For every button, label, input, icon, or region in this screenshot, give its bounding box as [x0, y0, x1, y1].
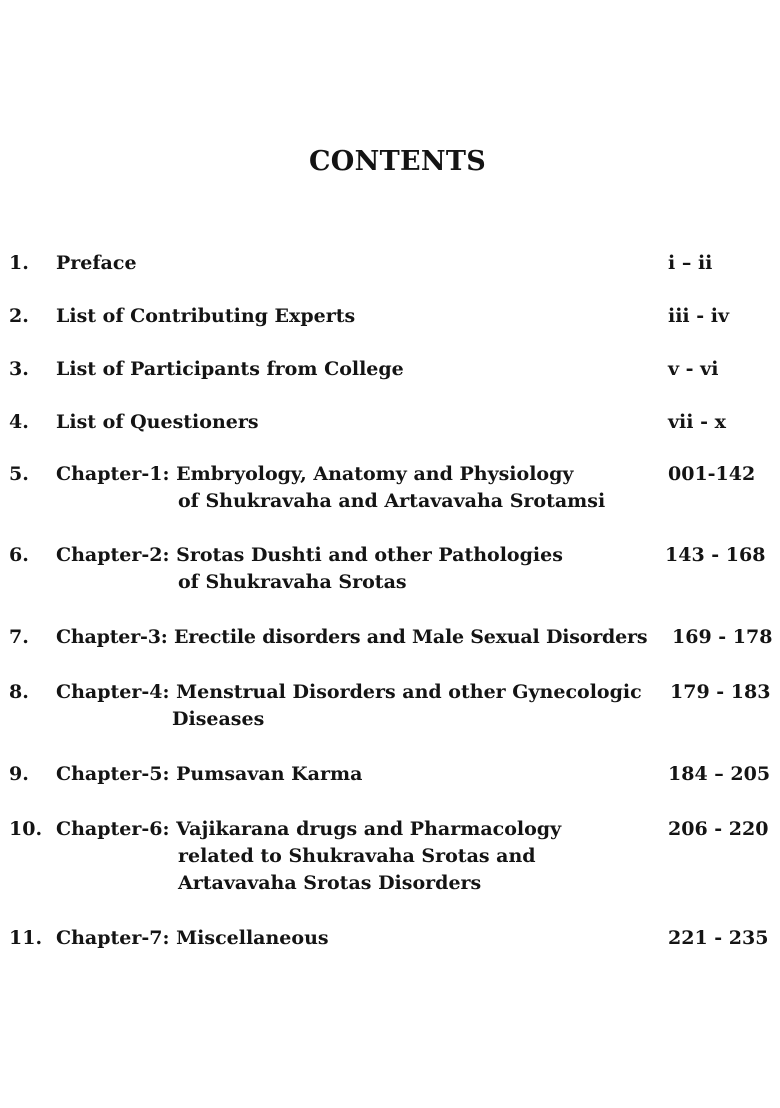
entry-number: 8. — [9, 681, 29, 703]
entry-pages: 169 - 178 — [672, 626, 773, 648]
entry-number: 9. — [9, 763, 29, 785]
entry-pages: iii - iv — [668, 305, 730, 327]
entry-pages: 143 - 168 — [665, 544, 766, 566]
entry-number: 5. — [9, 463, 29, 485]
entry-title: List of Contributing Experts — [56, 305, 356, 327]
entry-pages: i – ii — [668, 252, 713, 274]
entry-number: 1. — [9, 252, 29, 274]
entry-title: List of Questioners — [56, 411, 259, 433]
entry-pages: 206 - 220 — [668, 818, 769, 840]
entry-pages: 221 - 235 — [668, 927, 769, 949]
entry-pages: 001-142 — [668, 463, 756, 485]
entry-number: 3. — [9, 358, 29, 380]
entry-title: Chapter-2: Srotas Dushti and other Pathologies of Shukravaha Srotas — [56, 544, 563, 593]
entry-pages: 179 - 183 — [670, 681, 771, 703]
entry-title: Chapter-3: Erectile disorders and Male Sexual Disorders — [56, 626, 648, 648]
entry-number: 2. — [9, 305, 29, 327]
contents-heading: CONTENTS — [308, 146, 487, 177]
entry-pages: 184 – 205 — [668, 763, 771, 785]
entry-number: 11. — [9, 927, 43, 949]
entry-title: List of Participants from College — [56, 358, 404, 380]
entry-title: Chapter-7: Miscellaneous — [56, 927, 329, 949]
entry-number: 7. — [9, 626, 29, 648]
entry-title: Chapter-6: Vajikarana drugs and Pharmacology related to Shukravaha Srotas and Artavavaha Srotas Disorders — [56, 818, 562, 894]
entry-title: Chapter-4: Menstrual Disorders and other Gynecologic Diseases — [56, 681, 642, 730]
entry-title: Chapter-1: Embryology, Anatomy and Physiology of Shukravaha and Artavavaha Srotamsi — [56, 463, 606, 512]
entry-number: 4. — [9, 411, 29, 433]
entry-title: Chapter-5: Pumsavan Karma — [56, 763, 363, 785]
entry-number: 6. — [9, 544, 29, 566]
entry-pages: vii - x — [668, 411, 726, 433]
entry-pages: v - vi — [668, 358, 719, 380]
entry-number: 10. — [9, 818, 43, 840]
entry-title: Preface — [56, 252, 137, 274]
